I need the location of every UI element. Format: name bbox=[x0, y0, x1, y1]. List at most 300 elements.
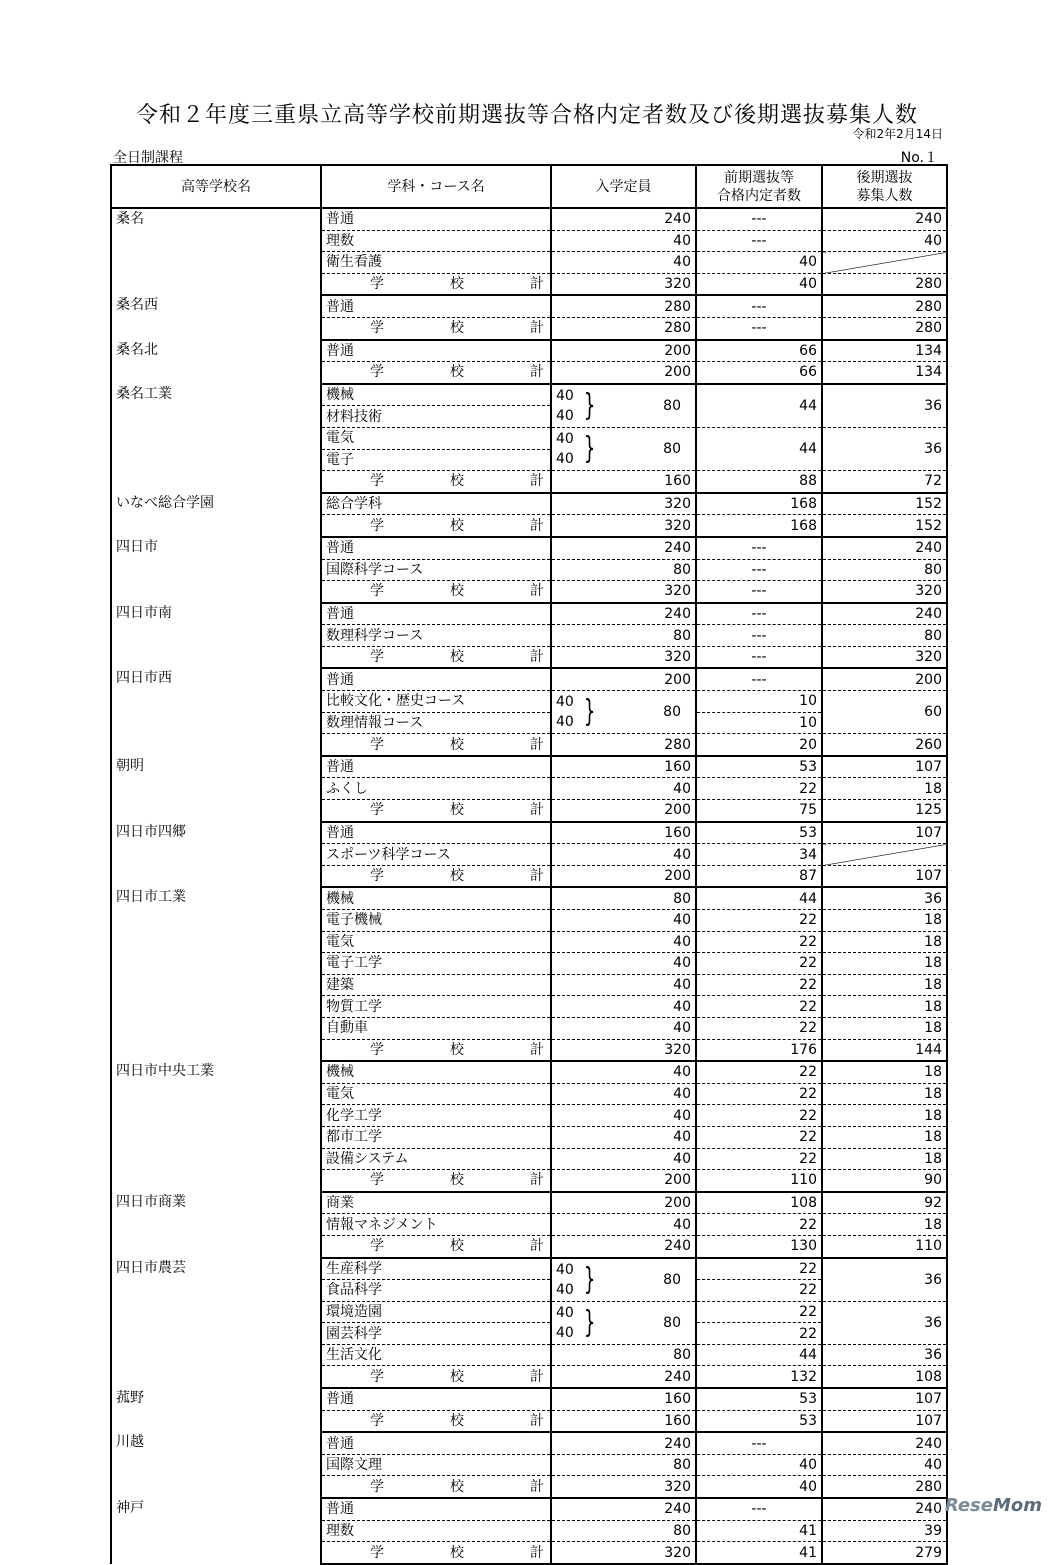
total-char: 計 bbox=[530, 868, 544, 885]
dept-name: 物質工学 bbox=[321, 996, 551, 1018]
dept-name: 数理情報コース bbox=[321, 712, 551, 734]
header-late bbox=[822, 165, 947, 208]
early-value: 22 bbox=[696, 1258, 822, 1280]
school-name: 神戸 bbox=[111, 1498, 321, 1564]
capacity-value: 240 bbox=[551, 603, 696, 625]
total-early: 40 bbox=[696, 1476, 822, 1498]
total-label bbox=[321, 1476, 551, 1498]
early-value: 41 bbox=[696, 1520, 822, 1542]
header-capacity: 入学定員 bbox=[551, 165, 696, 208]
total-early: 41 bbox=[696, 1542, 822, 1564]
school-name: いなべ総合学園 bbox=[111, 493, 321, 537]
sub-capacity: 40 bbox=[556, 407, 574, 424]
total-early: 40 bbox=[696, 273, 822, 295]
total-char: 校 bbox=[450, 1412, 464, 1429]
table-row bbox=[111, 1061, 947, 1083]
sub-capacity: 40 bbox=[556, 1304, 574, 1321]
dept-name: スポーツ科学コース bbox=[321, 844, 551, 866]
total-char: 学 bbox=[370, 320, 384, 337]
total-capacity: 320 bbox=[551, 581, 696, 603]
total-late: 110 bbox=[822, 1235, 947, 1257]
total-char: 校 bbox=[450, 649, 464, 666]
header-row bbox=[111, 165, 947, 208]
total-early: 176 bbox=[696, 1039, 822, 1061]
late-value: 18 bbox=[822, 974, 947, 996]
total-early: 110 bbox=[696, 1170, 822, 1192]
total-capacity: 160 bbox=[551, 1410, 696, 1432]
total-capacity: 280 bbox=[551, 317, 696, 339]
early-value: 10 bbox=[696, 691, 822, 713]
early-value: --- bbox=[696, 230, 822, 252]
total-late: 260 bbox=[822, 734, 947, 756]
table-row bbox=[111, 537, 947, 559]
total-char: 計 bbox=[530, 1368, 544, 1385]
group-capacity: 80 bbox=[663, 397, 681, 414]
total-char: 学 bbox=[370, 583, 384, 600]
total-early: 87 bbox=[696, 865, 822, 887]
dept-name: 理数 bbox=[321, 230, 551, 252]
total-label bbox=[321, 865, 551, 887]
table-row bbox=[111, 295, 947, 317]
total-label bbox=[321, 1542, 551, 1564]
capacity-value: 40 bbox=[551, 778, 696, 800]
total-char: 校 bbox=[450, 802, 464, 819]
early-value: --- bbox=[696, 208, 822, 230]
total-capacity: 320 bbox=[551, 273, 696, 295]
total-capacity: 240 bbox=[551, 1366, 696, 1388]
capacity-group bbox=[551, 1258, 696, 1302]
total-label bbox=[321, 734, 551, 756]
total-char: 校 bbox=[450, 473, 464, 490]
late-value: 60 bbox=[822, 691, 947, 734]
dept-name: 食品科学 bbox=[321, 1280, 551, 1302]
total-char: 学 bbox=[370, 802, 384, 819]
early-value: --- bbox=[696, 537, 822, 559]
early-value: 22 bbox=[696, 1214, 822, 1236]
dept-name: 電気 bbox=[321, 931, 551, 953]
capacity-value: 200 bbox=[551, 1192, 696, 1214]
total-early: 168 bbox=[696, 515, 822, 537]
total-capacity: 200 bbox=[551, 800, 696, 822]
total-char: 計 bbox=[530, 1412, 544, 1429]
late-value: 134 bbox=[822, 340, 947, 362]
table-row bbox=[111, 1498, 947, 1520]
dept-name: ふくし bbox=[321, 778, 551, 800]
early-value: 22 bbox=[696, 931, 822, 953]
late-value: 240 bbox=[822, 537, 947, 559]
table-body bbox=[111, 208, 947, 1564]
dept-name: 普通 bbox=[321, 208, 551, 230]
capacity-value: 240 bbox=[551, 208, 696, 230]
total-late: 134 bbox=[822, 362, 947, 384]
school-name: 四日市四郷 bbox=[111, 822, 321, 888]
table-row bbox=[111, 1388, 947, 1410]
total-early: --- bbox=[696, 646, 822, 668]
total-capacity: 320 bbox=[551, 1476, 696, 1498]
school-name: 桑名工業 bbox=[111, 384, 321, 493]
dept-name: 数理科学コース bbox=[321, 625, 551, 647]
early-value: --- bbox=[696, 1432, 822, 1454]
school-name: 桑名西 bbox=[111, 295, 321, 339]
total-char: 計 bbox=[530, 1172, 544, 1189]
total-late: 108 bbox=[822, 1366, 947, 1388]
total-late: 280 bbox=[822, 317, 947, 339]
late-value: 92 bbox=[822, 1192, 947, 1214]
course-label: 全日制課程 bbox=[113, 150, 183, 166]
early-value: 168 bbox=[696, 493, 822, 515]
capacity-value: 200 bbox=[551, 668, 696, 690]
early-value: 22 bbox=[696, 1126, 822, 1148]
total-capacity: 240 bbox=[551, 1235, 696, 1257]
late-value: 18 bbox=[822, 1083, 947, 1105]
dept-name: 化学工学 bbox=[321, 1105, 551, 1127]
group-capacity: 80 bbox=[663, 1271, 681, 1288]
early-value: 22 bbox=[696, 1148, 822, 1170]
capacity-value: 80 bbox=[551, 1344, 696, 1366]
school-name: 桑名北 bbox=[111, 340, 321, 384]
total-char: 学 bbox=[370, 868, 384, 885]
late-value: 40 bbox=[822, 230, 947, 252]
capacity-value: 80 bbox=[551, 1520, 696, 1542]
total-char: 計 bbox=[530, 802, 544, 819]
dept-name: 普通 bbox=[321, 1388, 551, 1410]
total-label bbox=[321, 1170, 551, 1192]
early-value: 44 bbox=[696, 427, 822, 470]
total-label bbox=[321, 800, 551, 822]
header-late-1: 後期選抜 bbox=[856, 169, 913, 186]
total-char: 計 bbox=[530, 517, 544, 534]
dept-name: 国際文理 bbox=[321, 1454, 551, 1476]
total-capacity: 320 bbox=[551, 646, 696, 668]
late-value: 107 bbox=[822, 822, 947, 844]
sub-capacity: 40 bbox=[556, 1324, 574, 1341]
capacity-value: 40 bbox=[551, 230, 696, 252]
capacity-value: 80 bbox=[551, 625, 696, 647]
total-label bbox=[321, 581, 551, 603]
school-name: 四日市工業 bbox=[111, 887, 321, 1061]
total-char: 校 bbox=[450, 583, 464, 600]
late-value: 18 bbox=[822, 953, 947, 975]
early-value: --- bbox=[696, 559, 822, 581]
total-char: 校 bbox=[450, 276, 464, 293]
total-char: 計 bbox=[530, 649, 544, 666]
total-char: 校 bbox=[450, 320, 464, 337]
dept-name: 環境造園 bbox=[321, 1301, 551, 1323]
dept-name: 普通 bbox=[321, 603, 551, 625]
capacity-value: 320 bbox=[551, 493, 696, 515]
capacity-group bbox=[551, 1301, 696, 1344]
capacity-value: 40 bbox=[551, 931, 696, 953]
capacity-value: 40 bbox=[551, 1148, 696, 1170]
dept-name: 国際科学コース bbox=[321, 559, 551, 581]
header-school: 高等学校名 bbox=[111, 165, 321, 208]
early-value: 53 bbox=[696, 756, 822, 778]
header-dept: 学科・コース名 bbox=[321, 165, 551, 208]
total-char: 学 bbox=[370, 1544, 384, 1561]
header-early bbox=[696, 165, 822, 208]
total-char: 計 bbox=[530, 473, 544, 490]
total-label bbox=[321, 1410, 551, 1432]
dept-name: 電子工学 bbox=[321, 953, 551, 975]
school-name: 四日市南 bbox=[111, 603, 321, 669]
dept-name: 機械 bbox=[321, 887, 551, 909]
dept-name: 比較文化・歴史コース bbox=[321, 691, 551, 713]
capacity-value: 40 bbox=[551, 910, 696, 932]
school-name: 四日市中央工業 bbox=[111, 1061, 321, 1192]
late-value: 18 bbox=[822, 1126, 947, 1148]
school-name: 桑名 bbox=[111, 208, 321, 295]
header-late-2: 募集人数 bbox=[856, 187, 913, 204]
total-late: 279 bbox=[822, 1542, 947, 1564]
capacity-value: 40 bbox=[551, 1083, 696, 1105]
total-late: 90 bbox=[822, 1170, 947, 1192]
early-value: --- bbox=[696, 668, 822, 690]
total-early: --- bbox=[696, 581, 822, 603]
dept-name: 理数 bbox=[321, 1520, 551, 1542]
early-value: --- bbox=[696, 1498, 822, 1520]
page-number: No.１ bbox=[900, 150, 938, 166]
watermark-logo: ReseMom bbox=[944, 1495, 1042, 1516]
capacity-value: 240 bbox=[551, 537, 696, 559]
late-value: 36 bbox=[822, 1258, 947, 1302]
early-value: 40 bbox=[696, 1454, 822, 1476]
brace-mark: } bbox=[583, 387, 596, 423]
dept-name: 電子機械 bbox=[321, 910, 551, 932]
capacity-value: 40 bbox=[551, 1126, 696, 1148]
total-capacity: 320 bbox=[551, 515, 696, 537]
late-value: 18 bbox=[822, 931, 947, 953]
total-char: 学 bbox=[370, 473, 384, 490]
dept-name: 衛生看護 bbox=[321, 252, 551, 274]
table-row bbox=[111, 887, 947, 909]
dept-name: 自動車 bbox=[321, 1017, 551, 1039]
total-early: 88 bbox=[696, 471, 822, 493]
total-char: 計 bbox=[530, 364, 544, 381]
late-value: 107 bbox=[822, 1388, 947, 1410]
table-row bbox=[111, 822, 947, 844]
early-value: 22 bbox=[696, 974, 822, 996]
early-value: 108 bbox=[696, 1192, 822, 1214]
table-row bbox=[111, 668, 947, 690]
late-value bbox=[822, 844, 947, 866]
school-name: 菰野 bbox=[111, 1388, 321, 1432]
late-value: 18 bbox=[822, 996, 947, 1018]
early-value: 34 bbox=[696, 844, 822, 866]
early-value: 66 bbox=[696, 340, 822, 362]
total-early: 132 bbox=[696, 1366, 822, 1388]
late-value: 280 bbox=[822, 295, 947, 317]
early-value: 44 bbox=[696, 384, 822, 428]
total-char: 校 bbox=[450, 736, 464, 753]
total-early: 66 bbox=[696, 362, 822, 384]
total-capacity: 200 bbox=[551, 865, 696, 887]
table-row bbox=[111, 1258, 947, 1280]
early-value: 22 bbox=[696, 1061, 822, 1083]
late-value: 39 bbox=[822, 1520, 947, 1542]
capacity-value: 160 bbox=[551, 1388, 696, 1410]
brace-mark: } bbox=[583, 431, 596, 467]
dept-name: 生産科学 bbox=[321, 1258, 551, 1280]
capacity-value: 240 bbox=[551, 1432, 696, 1454]
late-value: 107 bbox=[822, 756, 947, 778]
total-char: 学 bbox=[370, 276, 384, 293]
sub-capacity: 40 bbox=[556, 714, 574, 731]
total-early: 130 bbox=[696, 1235, 822, 1257]
sub-capacity: 40 bbox=[556, 451, 574, 468]
total-char: 学 bbox=[370, 1412, 384, 1429]
capacity-group bbox=[551, 384, 696, 428]
dept-name: 普通 bbox=[321, 822, 551, 844]
total-char: 校 bbox=[450, 1238, 464, 1255]
total-char: 学 bbox=[370, 1041, 384, 1058]
late-value: 152 bbox=[822, 493, 947, 515]
total-label bbox=[321, 646, 551, 668]
early-value: 44 bbox=[696, 887, 822, 909]
dept-name: 建築 bbox=[321, 974, 551, 996]
early-value: 44 bbox=[696, 1344, 822, 1366]
school-name: 四日市農芸 bbox=[111, 1258, 321, 1389]
header-early-2: 合格内定者数 bbox=[717, 187, 801, 204]
total-label bbox=[321, 317, 551, 339]
total-capacity: 280 bbox=[551, 734, 696, 756]
total-char: 学 bbox=[370, 1478, 384, 1495]
late-value: 240 bbox=[822, 1498, 947, 1520]
total-late: 144 bbox=[822, 1039, 947, 1061]
late-value: 200 bbox=[822, 668, 947, 690]
sub-capacity: 40 bbox=[556, 387, 574, 404]
group-capacity: 80 bbox=[663, 441, 681, 458]
total-label bbox=[321, 273, 551, 295]
table-row bbox=[111, 384, 947, 406]
late-value: 18 bbox=[822, 1214, 947, 1236]
table-row bbox=[111, 756, 947, 778]
document-date: 令和2年2月14日 bbox=[852, 127, 943, 141]
early-value: 22 bbox=[696, 910, 822, 932]
dept-name: 生活文化 bbox=[321, 1344, 551, 1366]
total-char: 学 bbox=[370, 1238, 384, 1255]
total-early: 20 bbox=[696, 734, 822, 756]
late-value: 36 bbox=[822, 1344, 947, 1366]
dept-name: 普通 bbox=[321, 295, 551, 317]
late-value: 18 bbox=[822, 1148, 947, 1170]
total-char: 校 bbox=[450, 1172, 464, 1189]
capacity-value: 40 bbox=[551, 1214, 696, 1236]
total-char: 計 bbox=[530, 1238, 544, 1255]
total-early: 75 bbox=[696, 800, 822, 822]
group-capacity: 80 bbox=[663, 1314, 681, 1331]
total-late: 107 bbox=[822, 865, 947, 887]
capacity-value: 40 bbox=[551, 974, 696, 996]
capacity-value: 40 bbox=[551, 953, 696, 975]
table-row bbox=[111, 1192, 947, 1214]
table-row bbox=[111, 340, 947, 362]
late-value: 36 bbox=[822, 887, 947, 909]
total-late: 125 bbox=[822, 800, 947, 822]
total-capacity: 200 bbox=[551, 362, 696, 384]
total-late: 72 bbox=[822, 471, 947, 493]
dept-name: 都市工学 bbox=[321, 1126, 551, 1148]
sub-capacity: 40 bbox=[556, 694, 574, 711]
dept-name: 材料技術 bbox=[321, 406, 551, 428]
sub-capacity: 40 bbox=[556, 431, 574, 448]
dept-name: 普通 bbox=[321, 1498, 551, 1520]
brace-mark: } bbox=[583, 1261, 596, 1297]
capacity-value: 160 bbox=[551, 756, 696, 778]
page-title: 令和２年度三重県立高等学校前期選抜等合格内定者数及び後期選抜募集人数 bbox=[135, 103, 918, 128]
late-value: 18 bbox=[822, 1017, 947, 1039]
total-char: 学 bbox=[370, 1172, 384, 1189]
late-value: 36 bbox=[822, 384, 947, 428]
early-value: 22 bbox=[696, 1301, 822, 1323]
total-char: 計 bbox=[530, 583, 544, 600]
late-value: 80 bbox=[822, 559, 947, 581]
early-value: 10 bbox=[696, 712, 822, 734]
dept-name: 普通 bbox=[321, 1432, 551, 1454]
total-early: 53 bbox=[696, 1410, 822, 1432]
total-label bbox=[321, 471, 551, 493]
late-value: 240 bbox=[822, 603, 947, 625]
capacity-value: 80 bbox=[551, 1454, 696, 1476]
late-value: 18 bbox=[822, 778, 947, 800]
late-value: 40 bbox=[822, 1454, 947, 1476]
capacity-value: 40 bbox=[551, 1105, 696, 1127]
total-label bbox=[321, 515, 551, 537]
total-char: 学 bbox=[370, 364, 384, 381]
capacity-value: 80 bbox=[551, 887, 696, 909]
capacity-value: 40 bbox=[551, 1017, 696, 1039]
capacity-value: 40 bbox=[551, 1061, 696, 1083]
total-early: --- bbox=[696, 317, 822, 339]
early-value: 22 bbox=[696, 953, 822, 975]
total-char: 計 bbox=[530, 1544, 544, 1561]
school-name: 四日市 bbox=[111, 537, 321, 603]
total-char: 計 bbox=[530, 276, 544, 293]
brace-mark: } bbox=[583, 694, 596, 730]
late-value: 240 bbox=[822, 208, 947, 230]
total-capacity: 160 bbox=[551, 471, 696, 493]
school-name: 四日市商業 bbox=[111, 1192, 321, 1258]
early-value: 22 bbox=[696, 1105, 822, 1127]
school-name: 川越 bbox=[111, 1432, 321, 1498]
late-value: 36 bbox=[822, 1301, 947, 1344]
total-late: 152 bbox=[822, 515, 947, 537]
total-capacity: 320 bbox=[551, 1542, 696, 1564]
dept-name: 機械 bbox=[321, 384, 551, 406]
early-value: --- bbox=[696, 295, 822, 317]
early-value: 22 bbox=[696, 1083, 822, 1105]
dept-name: 電気 bbox=[321, 427, 551, 449]
capacity-value: 40 bbox=[551, 996, 696, 1018]
dept-name: 機械 bbox=[321, 1061, 551, 1083]
total-label bbox=[321, 1235, 551, 1257]
capacity-group bbox=[551, 691, 696, 734]
school-name: 朝明 bbox=[111, 756, 321, 822]
early-value: 53 bbox=[696, 1388, 822, 1410]
total-char: 計 bbox=[530, 1478, 544, 1495]
total-label bbox=[321, 362, 551, 384]
late-value: 18 bbox=[822, 1105, 947, 1127]
sub-capacity: 40 bbox=[556, 1281, 574, 1298]
total-char: 校 bbox=[450, 1478, 464, 1495]
total-char: 計 bbox=[530, 1041, 544, 1058]
capacity-value: 160 bbox=[551, 822, 696, 844]
late-value: 18 bbox=[822, 1061, 947, 1083]
late-value bbox=[822, 252, 947, 274]
sub-capacity: 40 bbox=[556, 1261, 574, 1278]
total-char: 校 bbox=[450, 1041, 464, 1058]
early-value: 22 bbox=[696, 1323, 822, 1345]
early-value: 22 bbox=[696, 1280, 822, 1302]
